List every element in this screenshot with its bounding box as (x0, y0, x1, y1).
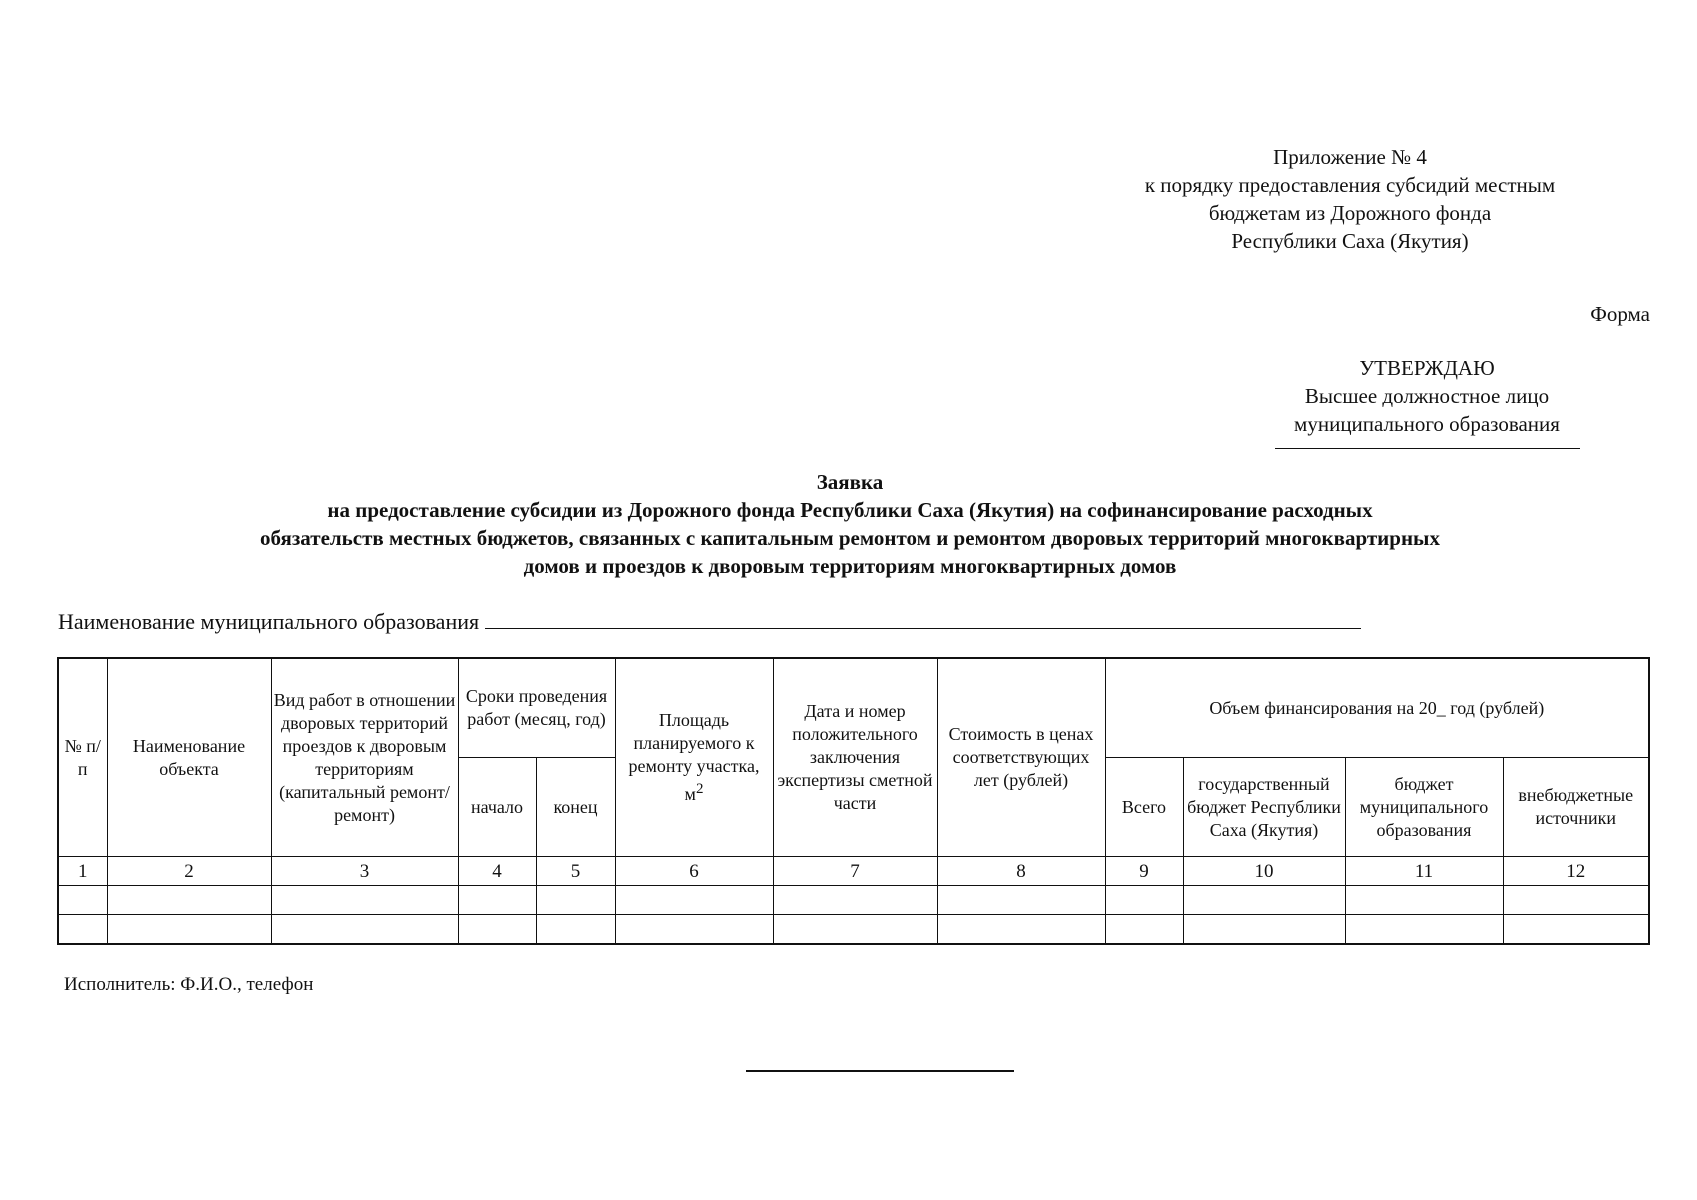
table-cell[interactable] (773, 915, 937, 945)
header-num: № п/п (58, 658, 107, 857)
appendix-line: Приложение № 4 (1273, 145, 1427, 169)
table-row (58, 915, 1649, 945)
title-line: на предоставление субсидии из Дорожного фонда Республики Саха (Якутия) на софинансирование расходных (327, 498, 1373, 522)
column-number: 4 (458, 857, 536, 886)
title-line: обязательств местных бюджетов, связанных с капитальным ремонтом и ремонтом дворовых территорий многоквартирных (260, 526, 1440, 550)
bottom-divider-line (746, 1070, 1014, 1072)
table-cell[interactable] (458, 915, 536, 945)
header-total: Всего (1105, 758, 1183, 857)
signature-line[interactable] (1275, 448, 1580, 449)
column-number: 3 (271, 857, 458, 886)
table-cell[interactable] (58, 915, 107, 945)
table-cell[interactable] (1345, 915, 1503, 945)
municipality-row (58, 608, 1418, 636)
table-cell[interactable] (271, 915, 458, 945)
table-cell[interactable] (937, 915, 1105, 945)
header-state-budget: государственный бюджет Республики Саха (Якутия) (1183, 758, 1345, 857)
header-expertise: Дата и номер положительного заключения экспертизы сметной части (773, 658, 937, 857)
title-line: домов и проездов к дворовым территориям многоквартирных домов (523, 554, 1177, 578)
table-cell[interactable] (773, 886, 937, 915)
table-cell[interactable] (1105, 915, 1183, 945)
approval-heading: УТВЕРЖДАЮ (1359, 356, 1495, 380)
application-table (57, 657, 1650, 945)
table-cell[interactable] (536, 915, 615, 945)
table-cell[interactable] (615, 915, 773, 945)
column-number: 9 (1105, 857, 1183, 886)
approval-line: муниципального образования (1294, 412, 1560, 436)
appendix-line: к порядку предоставления субсидий местным (1144, 173, 1556, 197)
header-funding: Объем финансирования на 20_ год (рублей) (1105, 658, 1649, 758)
appendix-block (1100, 143, 1600, 255)
header-muni-budget: бюджет муниципального образования (1345, 758, 1503, 857)
table-cell[interactable] (615, 886, 773, 915)
form-label: Форма (1590, 302, 1650, 326)
table-cell[interactable] (58, 886, 107, 915)
table-cell[interactable] (1503, 915, 1649, 945)
municipality-input-line[interactable] (485, 608, 1361, 629)
header-area-sup: 2 (695, 781, 704, 797)
appendix-line: Республики Саха (Якутия) (1231, 229, 1469, 253)
approval-line: Высшее должностное лицо (1304, 384, 1550, 408)
column-number: 8 (937, 857, 1105, 886)
column-number: 5 (536, 857, 615, 886)
column-number: 11 (1345, 857, 1503, 886)
header-start: начало (458, 758, 536, 857)
table-cell[interactable] (271, 886, 458, 915)
header-cost: Стоимость в ценах соответствующих лет (рублей) (937, 658, 1105, 857)
table-cell[interactable] (1183, 886, 1345, 915)
table-cell[interactable] (536, 886, 615, 915)
table-cell[interactable] (107, 886, 271, 915)
table-cell[interactable] (937, 886, 1105, 915)
approval-block (1262, 354, 1592, 449)
column-number: 12 (1503, 857, 1649, 886)
header-terms: Сроки проведения работ (месяц, год) (458, 658, 615, 758)
header-area (615, 658, 773, 857)
table-cell[interactable] (1105, 886, 1183, 915)
appendix-line: бюджетам из Дорожного фонда (1208, 201, 1492, 225)
document-title (140, 468, 1560, 580)
header-object-name: Наименование объекта (107, 658, 271, 857)
header-work-type: Вид работ в отношении дворовых территорий проездов к дворовым территориям (капитальный ремонт/ремонт) (271, 658, 458, 857)
table-cell[interactable] (1345, 886, 1503, 915)
table-cell[interactable] (1503, 886, 1649, 915)
column-number: 1 (58, 857, 107, 886)
header-area-text: Площадь планируемого к ремонту участка, м (628, 710, 760, 804)
column-number: 2 (107, 857, 271, 886)
table-cell[interactable] (1183, 915, 1345, 945)
column-number: 7 (773, 857, 937, 886)
header-extra-budget: внебюджетные источники (1503, 758, 1649, 857)
table-cell[interactable] (107, 915, 271, 945)
table-cell[interactable] (458, 886, 536, 915)
municipality-label: Наименование муниципального образования (58, 609, 480, 634)
table-row (58, 886, 1649, 915)
header-end: конец (536, 758, 615, 857)
column-number: 6 (615, 857, 773, 886)
column-number: 10 (1183, 857, 1345, 886)
executor-label: Исполнитель: Ф.И.О., телефон (64, 974, 314, 995)
title-line: Заявка (816, 470, 884, 494)
column-number-row (58, 857, 1649, 886)
